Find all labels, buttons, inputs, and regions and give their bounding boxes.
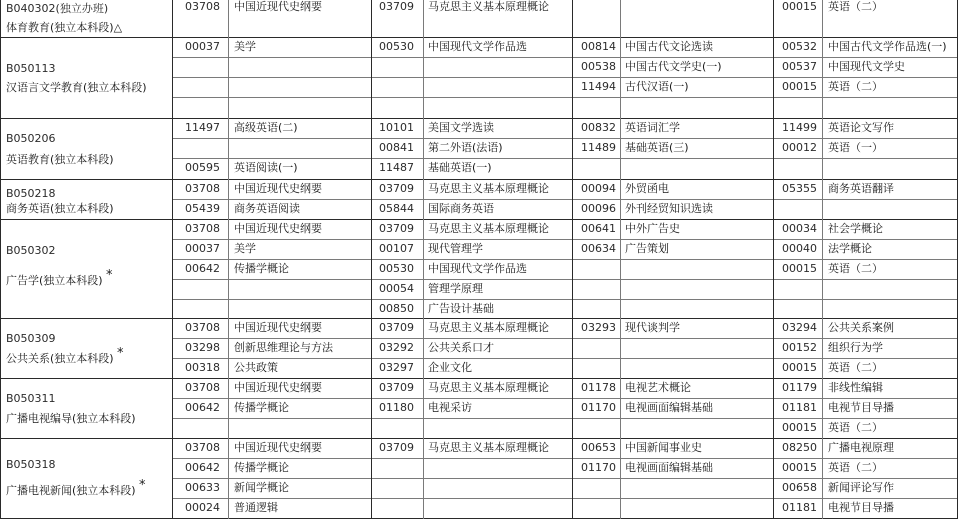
code-name-divider [822, 0, 823, 519]
code-name-divider [620, 0, 621, 519]
course-code: 03709 [379, 222, 414, 235]
course-name: 马克思主义基本原理概论 [428, 0, 549, 13]
course-name: 中国新闻事业史 [625, 441, 702, 454]
course-name: 传播学概论 [234, 262, 289, 275]
course-name: 普通逻辑 [234, 501, 278, 514]
course-code: 11489 [581, 141, 616, 154]
major-name: 英语教育(独立本科段) [6, 153, 114, 166]
course-name: 现代谈判学 [625, 321, 680, 334]
course-code: 03708 [185, 441, 220, 454]
course-code: 00530 [379, 262, 414, 275]
course-code: 00532 [782, 40, 817, 53]
course-name: 中国现代文学作品选 [428, 262, 527, 275]
course-code: 03708 [185, 381, 220, 394]
sub-row-divider [172, 138, 957, 139]
course-name: 古代汉语(一) [625, 80, 689, 93]
course-name: 第二外语(法语) [428, 141, 503, 154]
course-name: 新闻学概论 [234, 481, 289, 494]
star-mark: * [117, 346, 124, 361]
course-name: 马克思主义基本原理概论 [428, 222, 549, 235]
course-code: 00094 [581, 182, 616, 195]
course-code: 00107 [379, 242, 414, 255]
column-divider [957, 0, 958, 519]
column-divider [371, 0, 372, 519]
course-name: 中国现代文学作品选 [428, 40, 527, 53]
course-name: 外贸函电 [625, 182, 669, 195]
course-name: 创新思维理论与方法 [234, 341, 333, 354]
course-code: 00015 [782, 361, 817, 374]
course-code: 00037 [185, 242, 220, 255]
course-code: 01181 [782, 501, 817, 514]
sub-row-divider [172, 57, 957, 58]
major-row-divider [0, 37, 957, 38]
course-code: 00530 [379, 40, 414, 53]
course-name: 公共关系口才 [428, 341, 494, 354]
course-code: 00642 [185, 401, 220, 414]
course-code: 10101 [379, 121, 414, 134]
major-row-divider [0, 118, 957, 119]
course-name: 组织行为学 [828, 341, 883, 354]
course-name: 管理学原理 [428, 282, 483, 295]
course-code: 05439 [185, 202, 220, 215]
course-code: 01170 [581, 401, 616, 414]
sub-row-divider [172, 77, 957, 78]
course-name: 新闻评论写作 [828, 481, 894, 494]
course-name: 中国近现代史纲要 [234, 182, 322, 195]
course-code: 00318 [185, 361, 220, 374]
course-code: 00012 [782, 141, 817, 154]
course-name: 英语论文写作 [828, 121, 894, 134]
course-name: 电视画面编辑基础 [625, 401, 713, 414]
course-name: 现代管理学 [428, 242, 483, 255]
course-code: 03708 [185, 321, 220, 334]
course-name: 电视艺术概论 [625, 381, 691, 394]
major-code: B050302 [6, 244, 56, 257]
course-code: 03298 [185, 341, 220, 354]
course-name: 外刊经贸知识选读 [625, 202, 713, 215]
course-code: 03709 [379, 441, 414, 454]
course-name: 中国近现代史纲要 [234, 222, 322, 235]
course-name: 马克思主义基本原理概论 [428, 441, 549, 454]
course-code: 00814 [581, 40, 616, 53]
major-row-divider [0, 179, 957, 180]
sub-row-divider [172, 158, 957, 159]
major-name: 体育教育(独立本科段)△ [6, 21, 123, 34]
major-row-divider [0, 438, 957, 439]
column-divider [172, 0, 173, 519]
course-name: 公共政策 [234, 361, 278, 374]
course-code: 11494 [581, 80, 616, 93]
course-code: 01179 [782, 381, 817, 394]
course-code: 03708 [185, 182, 220, 195]
star-mark: * [139, 478, 146, 493]
course-name: 英语（二） [828, 421, 883, 434]
course-code: 03709 [379, 321, 414, 334]
sub-row-divider [172, 498, 957, 499]
sub-row-divider [172, 239, 957, 240]
course-code: 11499 [782, 121, 817, 134]
major-code: B050318 [6, 458, 56, 471]
course-name: 中国古代文学史(一) [625, 60, 722, 73]
sub-row-divider [172, 418, 957, 419]
course-name: 英语（一） [828, 141, 883, 154]
sub-row-divider [172, 398, 957, 399]
sub-row-divider [172, 358, 957, 359]
course-code: 00641 [581, 222, 616, 235]
course-name: 美学 [234, 40, 256, 53]
major-code: B050309 [6, 332, 56, 345]
course-name: 美学 [234, 242, 256, 255]
course-name: 电视节目导播 [828, 501, 894, 514]
course-name: 高级英语(二) [234, 121, 298, 134]
course-code: 03708 [185, 0, 220, 13]
course-code: 00015 [782, 461, 817, 474]
course-name: 公共关系案例 [828, 321, 894, 334]
course-code: 00015 [782, 80, 817, 93]
sub-row-divider [172, 338, 957, 339]
major-code: B050113 [6, 62, 56, 75]
course-code: 00653 [581, 441, 616, 454]
course-code: 08250 [782, 441, 817, 454]
course-code: 03709 [379, 182, 414, 195]
course-name: 国际商务英语 [428, 202, 494, 215]
course-name: 英语（二） [828, 80, 883, 93]
major-code: B050311 [6, 392, 56, 405]
course-name: 英语词汇学 [625, 121, 680, 134]
course-name: 商务英语阅读 [234, 202, 300, 215]
course-code: 11487 [379, 161, 414, 174]
course-name: 中国近现代史纲要 [234, 441, 322, 454]
sub-row-divider [172, 458, 957, 459]
course-code: 03709 [379, 381, 414, 394]
course-name: 社会学概论 [828, 222, 883, 235]
sub-row-divider [172, 259, 957, 260]
course-code: 00054 [379, 282, 414, 295]
major-name: 汉语言文学教育(独立本科段) [6, 81, 147, 94]
course-name: 马克思主义基本原理概论 [428, 321, 549, 334]
major-name: 广播电视编导(独立本科段) [6, 412, 136, 425]
course-code: 00096 [581, 202, 616, 215]
major-name: 广告学(独立本科段) [6, 274, 103, 287]
course-code: 03297 [379, 361, 414, 374]
course-name: 广告设计基础 [428, 302, 494, 315]
course-name: 马克思主义基本原理概论 [428, 182, 549, 195]
sub-row-divider [172, 97, 957, 98]
course-code: 01178 [581, 381, 616, 394]
course-code: 00024 [185, 501, 220, 514]
code-name-divider [228, 0, 229, 519]
course-name: 中国古代文论选读 [625, 40, 713, 53]
course-code: 00850 [379, 302, 414, 315]
course-code: 00634 [581, 242, 616, 255]
course-name: 法学概论 [828, 242, 872, 255]
star-mark: * [106, 268, 113, 283]
major-name: 公共关系(独立本科段) [6, 352, 114, 365]
course-code: 00595 [185, 161, 220, 174]
course-code: 00832 [581, 121, 616, 134]
course-name: 广播电视原理 [828, 441, 894, 454]
course-name: 英语阅读(一) [234, 161, 298, 174]
course-code: 00642 [185, 262, 220, 275]
course-name: 广告策划 [625, 242, 669, 255]
major-name: 广播电视新闻(独立本科段) [6, 484, 136, 497]
course-code: 00040 [782, 242, 817, 255]
course-code: 01180 [379, 401, 414, 414]
sub-row-divider [172, 279, 957, 280]
course-name: 企业文化 [428, 361, 472, 374]
code-name-divider [423, 0, 424, 519]
course-name: 英语（二） [828, 0, 883, 13]
course-name: 中国现代文学史 [828, 60, 905, 73]
course-name: 电视采访 [428, 401, 472, 414]
column-divider [0, 0, 1, 519]
column-divider [773, 0, 774, 519]
course-code: 00034 [782, 222, 817, 235]
course-name: 英语（二） [828, 262, 883, 275]
course-code: 00152 [782, 341, 817, 354]
course-code: 03293 [581, 321, 616, 334]
course-name: 传播学概论 [234, 461, 289, 474]
course-name: 商务英语翻译 [828, 182, 894, 195]
major-row-divider [0, 219, 957, 220]
course-code: 03708 [185, 222, 220, 235]
course-name: 中国近现代史纲要 [234, 0, 322, 13]
course-code: 05844 [379, 202, 414, 215]
sub-row-divider [172, 478, 957, 479]
course-code: 11497 [185, 121, 220, 134]
course-code: 00015 [782, 262, 817, 275]
course-name: 美国文学选读 [428, 121, 494, 134]
course-code: 01181 [782, 401, 817, 414]
course-code: 00642 [185, 461, 220, 474]
course-name: 中国近现代史纲要 [234, 381, 322, 394]
course-code: 00658 [782, 481, 817, 494]
column-divider [572, 0, 573, 519]
major-code: B050218 [6, 187, 56, 200]
course-code: 00537 [782, 60, 817, 73]
course-name: 英语（二） [828, 361, 883, 374]
major-code: B050206 [6, 132, 56, 145]
course-code: 00037 [185, 40, 220, 53]
course-name: 基础英语(一) [428, 161, 492, 174]
sub-row-divider [172, 299, 957, 300]
course-code: 00015 [782, 0, 817, 13]
course-code: 03292 [379, 341, 414, 354]
course-code: 01170 [581, 461, 616, 474]
course-name: 中外广告史 [625, 222, 680, 235]
course-code: 00841 [379, 141, 414, 154]
major-row-divider [0, 378, 957, 379]
major-name: 商务英语(独立本科段) [6, 202, 114, 215]
course-name: 中国近现代史纲要 [234, 321, 322, 334]
course-name: 非线性编辑 [828, 381, 883, 394]
course-code: 05355 [782, 182, 817, 195]
course-name: 电视节目导播 [828, 401, 894, 414]
major-code: B040302(独立办班) [6, 2, 109, 15]
course-name: 传播学概论 [234, 401, 289, 414]
course-code: 00015 [782, 421, 817, 434]
course-name: 马克思主义基本原理概论 [428, 381, 549, 394]
sub-row-divider [172, 199, 957, 200]
course-code: 03294 [782, 321, 817, 334]
course-code: 03709 [379, 0, 414, 13]
course-name: 电视画面编辑基础 [625, 461, 713, 474]
course-code: 00633 [185, 481, 220, 494]
course-name: 基础英语(三) [625, 141, 689, 154]
course-name: 中国古代文学作品选(一) [828, 40, 947, 53]
course-name: 英语（二） [828, 461, 883, 474]
course-code: 00538 [581, 60, 616, 73]
major-row-divider [0, 318, 957, 319]
